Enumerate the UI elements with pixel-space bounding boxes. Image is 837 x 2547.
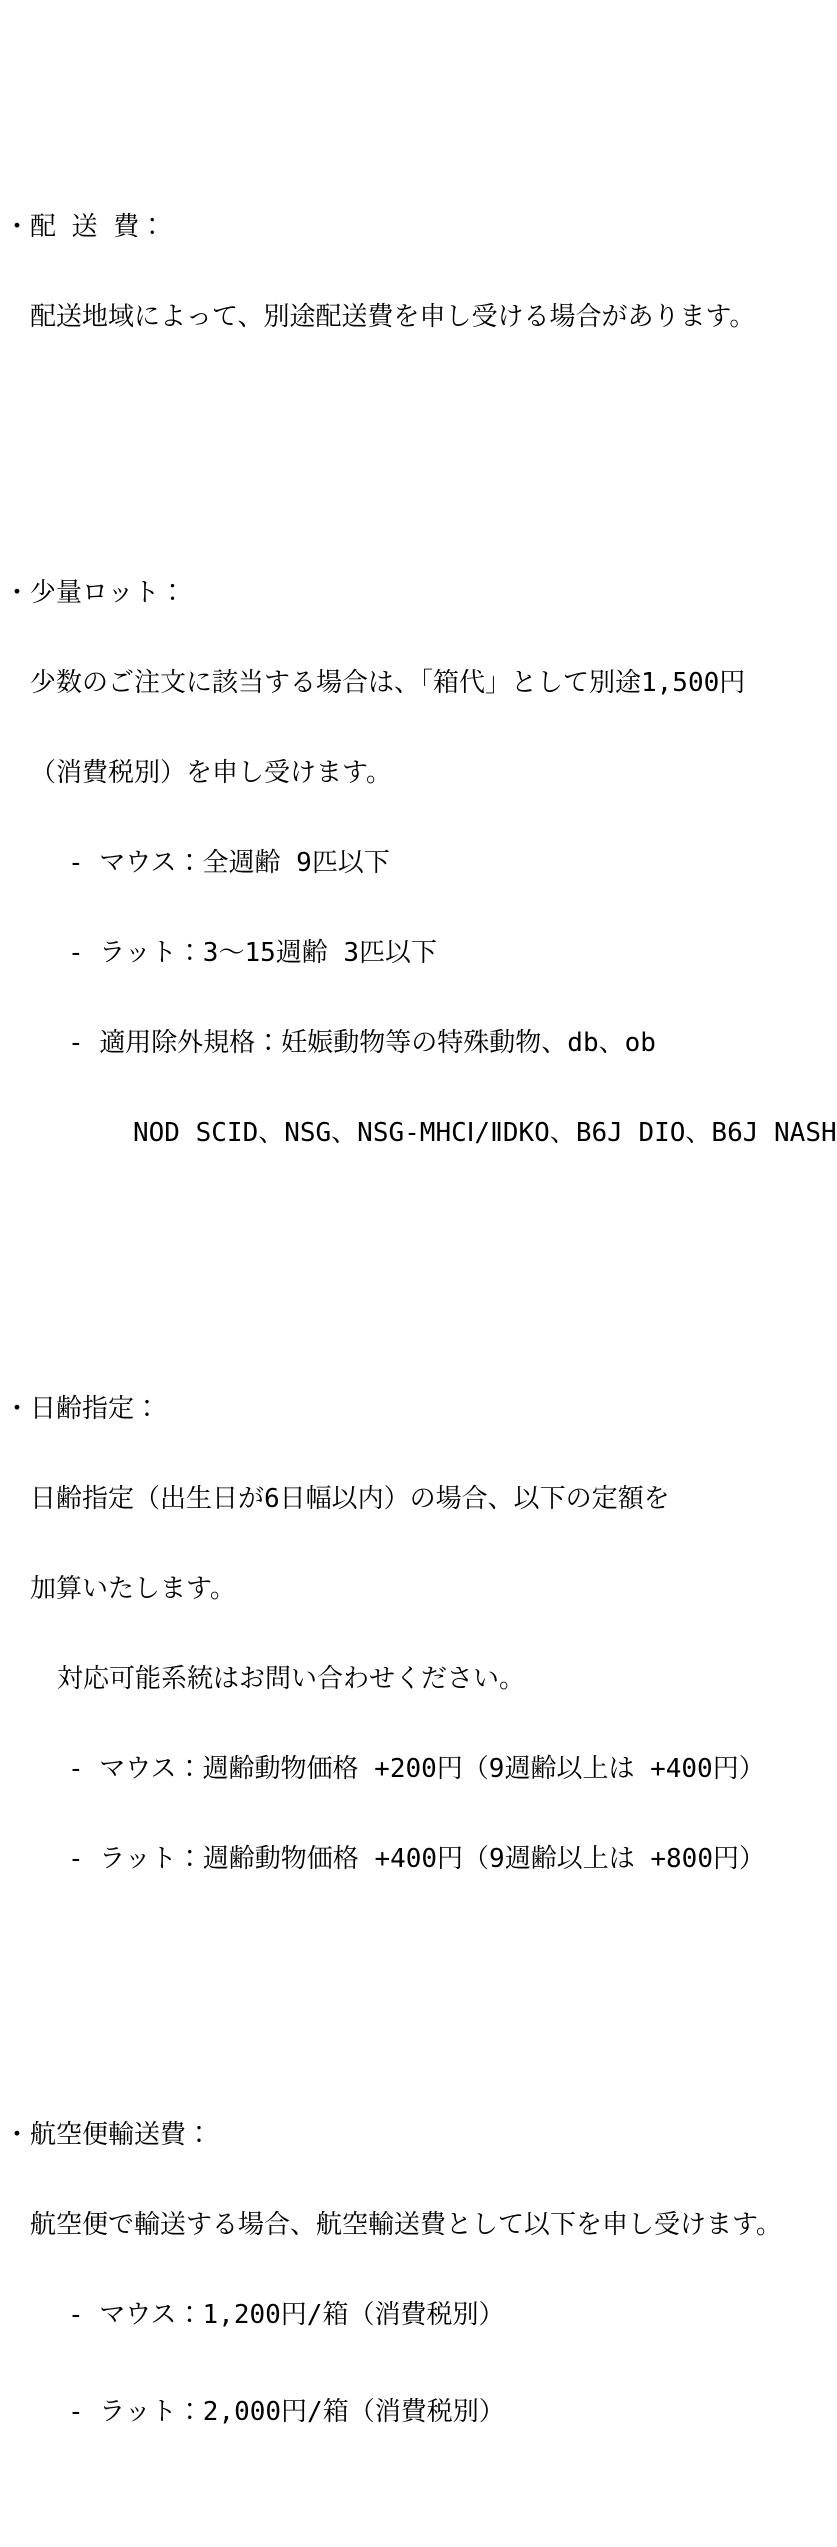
section-heading [4, 212, 794, 242]
list-item-mouse: - マウス：週齢動物価格 +200円（9週齢以上は +400円） [68, 1754, 765, 1784]
section-air-freight [4, 2060, 794, 2487]
list-item-rat: - ラット：3～15週齢 3匹以下 [68, 938, 438, 968]
bullet-icon: ・ [4, 578, 31, 608]
section-heading [4, 578, 794, 608]
section-heading-text: 少量ロット： [30, 578, 186, 608]
section-delivery-fee [4, 152, 794, 392]
list-item-rat: - ラット：週齢動物価格 +400円（9週齢以上は +800円） [68, 1844, 765, 1874]
text-line: 航空便で輸送する場合、航空輸送費として以下を申し受けます。 [30, 2210, 782, 2240]
section-small-lot [4, 518, 837, 1208]
list-item-exclusions-continued: NOD SCID、NSG、NSG-MHCⅠ/ⅡDKO、B6J DIO、B6J NASH [133, 1118, 837, 1148]
text-line: 少数のご注文に該当する場合は、「箱代」として別途1,500円 [30, 668, 746, 698]
list-item-exclusions: - 適用除外規格：妊娠動物等の特殊動物、db、ob [68, 1028, 656, 1058]
text-line: 配送地域によって、別途配送費を申し受ける場合があります。 [30, 302, 756, 332]
section-day-age-designation [4, 1334, 794, 1934]
text-line: （消費税別）を申し受けます。 [30, 758, 392, 788]
text-line: 日齢指定（出生日が6日幅以内）の場合、以下の定額を [30, 1484, 670, 1514]
text-line: 対応可能系統はお問い合わせください。 [57, 1664, 526, 1694]
list-item-rat: - ラット：2,000円/箱（消費税別） [68, 2397, 505, 2427]
bullet-icon: ・ [4, 212, 31, 242]
section-heading-text: 航空便輸送費： [30, 2120, 213, 2150]
bullet-icon: ・ [4, 1394, 31, 1424]
bullet-icon: ・ [4, 2120, 31, 2150]
section-heading [4, 1394, 794, 1424]
section-heading-text: 配 送 費： [30, 212, 166, 242]
section-heading-text: 日齢指定： [30, 1394, 161, 1424]
list-item-mouse: - マウス：1,200円/箱（消費税別） [68, 2300, 505, 2330]
text-line: 加算いたします。 [30, 1574, 236, 1604]
section-heading [4, 2120, 794, 2150]
list-item-mouse: - マウス：全週齢 9匹以下 [68, 848, 390, 878]
